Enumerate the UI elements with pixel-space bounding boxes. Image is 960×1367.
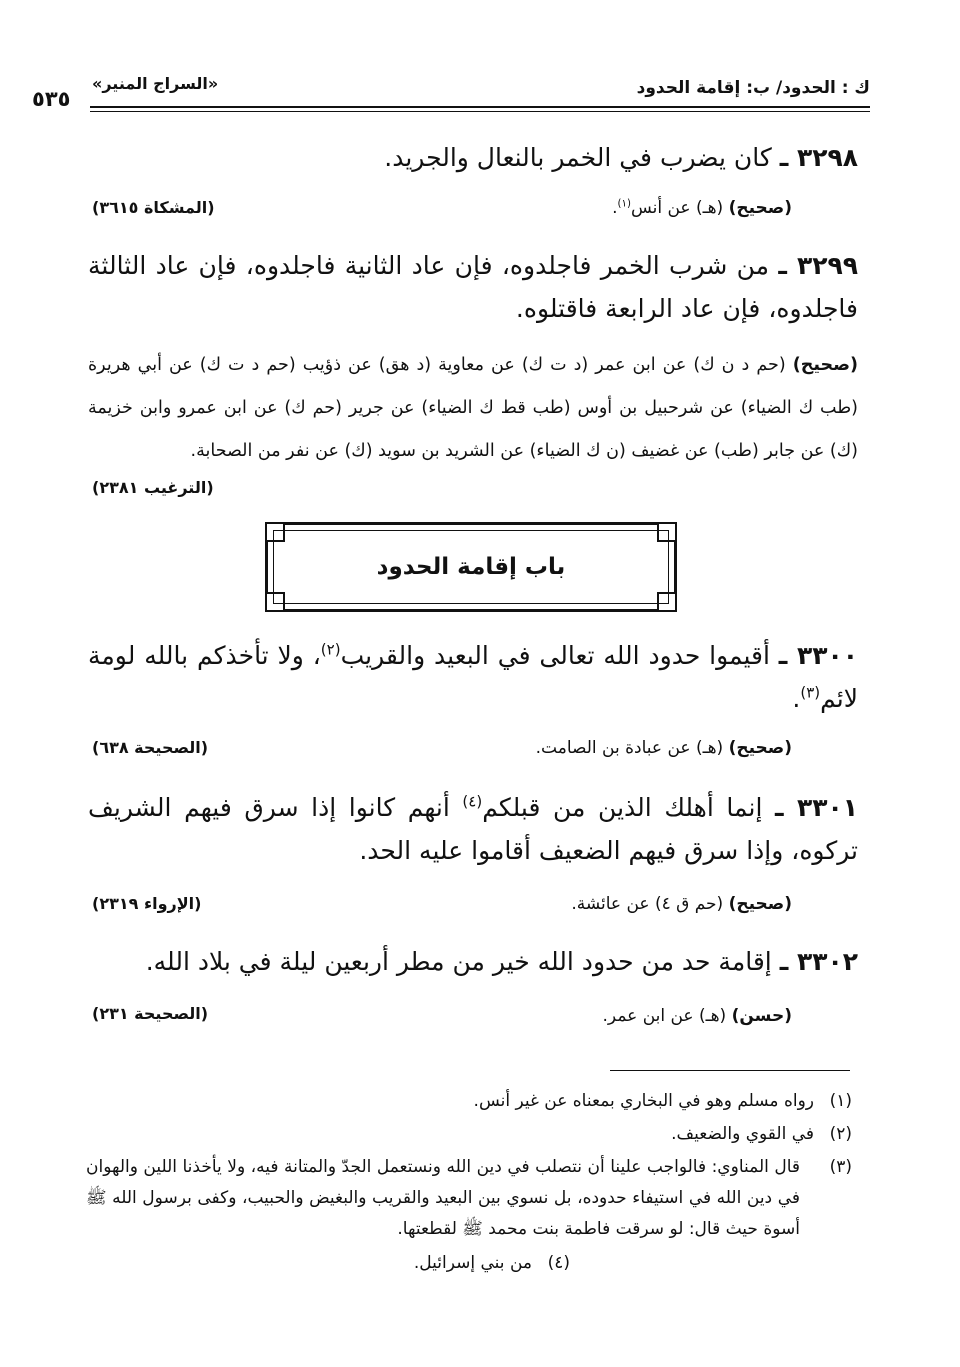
hadith-source: (هـ) عن أنس [630, 198, 724, 218]
hadith-text: أنهم كانوا إذا سرق فيهم الشريف تركوه، وإذا سرق فيهم الضعيف أقاموا عليه الحد. [88, 793, 858, 865]
hadith-number: ٣٢٩٨ ـ [779, 143, 858, 172]
footnote-marker: (٢) [320, 640, 341, 659]
footnote-3-number-wrap [792, 1152, 852, 1183]
hadith-3300-grade-line [536, 738, 792, 758]
hadith-grade: (صحيح) [728, 894, 792, 914]
hadith-3302-grade-line [603, 1006, 792, 1026]
hadith-grade: (صحيح) [792, 355, 858, 375]
footnote-number: (٤) [547, 1253, 570, 1273]
hadith-number: ٣٣٠١ ـ [775, 793, 858, 822]
chapter-heading-inner [273, 530, 669, 604]
hadith-number: ٣٣٠٢ ـ [779, 947, 858, 976]
hadith-text: أقيموا حدود الله تعالى في البعيد والقريب [340, 641, 770, 670]
footnote-marker: (١) [617, 198, 631, 210]
footnote-3: قال المناوي: فالواجب علينا أن نتصلب في دين الله ونستعمل الجدّ والمتانة فيه، ولا يأخذنا اللين والهوان في دين الله في استيفاء حدوده، بل نسوي بين البعيد والقريب والبغيض والحبيب، وكفى برسول الله ﷺ أسوة حيث قال: لو سرقت فاطمة بنت محمد ﷺ لقطعتها. [86, 1157, 800, 1239]
chapter-heading-box [265, 522, 677, 612]
hadith-3301-grade-line [571, 894, 792, 914]
footnote-2 [86, 1119, 852, 1150]
footnote-4 [370, 1248, 570, 1279]
hadith-source: (هـ) عن عبادة بن الصامت. [535, 738, 724, 758]
hadith-3298-grade-line [612, 198, 792, 218]
hadith-3300-reference: (الصحيحة ٦٣٨) [92, 738, 209, 757]
hadith-text: من شرب الخمر فاجلدوه، فإن عاد الثانية فاجلدوه، فإن عاد الثالثة فاجلدوه، فإن عاد الرابعة فاقتلوه. [88, 251, 858, 323]
running-header-chapter: ك : الحدود/ ب: إقامة الحدود [636, 78, 870, 98]
footnote-marker: (٤) [462, 792, 483, 811]
footnote-1 [86, 1086, 852, 1117]
footnote-text: في القوي والضعيف. [671, 1124, 814, 1144]
hadith-text: ، ولا تأخذكم بالله لومة لائم [88, 641, 858, 713]
hadith-3299 [88, 244, 858, 330]
page-number: ٥٣٥ [32, 87, 71, 111]
hadith-number: ٣٢٩٩ ـ [778, 251, 859, 280]
hadith-text: إنما أهلك الذين من قبلكم [482, 793, 763, 822]
footnote-text: رواه مسلم وهو في البخاري بمعناه عن غير أنس. [473, 1091, 814, 1111]
hadith-source: (هـ) عن ابن عمر. [602, 1006, 727, 1026]
hadith-source: (حم ق ٤) عن عائشة. [571, 894, 724, 914]
footnote-number: (٢) [829, 1124, 852, 1144]
running-header-book-title: «السراج المنير» [92, 74, 219, 93]
hadith-grade: (حسن) [731, 1006, 792, 1026]
hadith-3302-reference: (الصحيحة ٢٣١) [92, 1004, 209, 1023]
hadith-grade: (صحيح) [728, 198, 792, 218]
hadith-text: إقامة حد من حدود الله خير من مطر أربعين ليلة في بلاد الله. [145, 947, 772, 976]
hadith-3302 [88, 940, 858, 983]
hadith-source-tail: . [612, 198, 618, 218]
footnote-number: (١) [829, 1091, 852, 1111]
hadith-3298 [88, 136, 858, 179]
footnote-number: (٣) [829, 1157, 852, 1177]
chapter-title: باب إقامة الحدود [376, 554, 566, 580]
footnote-separator [610, 1070, 850, 1071]
header-rule-thin [90, 111, 870, 112]
hadith-grade: (صحيح) [728, 738, 792, 758]
hadith-text: . [792, 684, 801, 713]
footnote-text: من بني إسرائيل. [413, 1253, 532, 1273]
hadith-3298-reference: (المشكاة ٣٦١٥) [92, 198, 215, 217]
hadith-3299-sources [88, 344, 858, 473]
hadith-3301 [88, 786, 858, 872]
hadith-3301-reference: (الإرواء ٢٣١٩) [92, 894, 202, 913]
hadith-3299-reference: (الترغيب ٢٣٨١) [92, 478, 214, 497]
hadith-source: (حم د ن ك) عن ابن عمر (د ت ك) عن معاوية (د هق) عن ذؤيب (حم د ت ك) عن أبي هريرة (طب ك الضياء) عن شرحبيل بن أوس (طب قط ك الضياء) عن جرير (حم ك) عن ابن عمرو وابن خزيمة (ك) عن جابر (طب) عن غضيف (ن ك الضياء) عن الشريد بن سويد (ك) عن نفر من الصحابة. [88, 355, 858, 461]
hadith-number: ٣٣٠٠ ـ [778, 641, 859, 670]
header-rule-thick [90, 106, 870, 108]
hadith-text: كان يضرب في الخمر بالنعال والجريد. [384, 143, 772, 172]
footnote-marker: (٣) [800, 683, 821, 702]
hadith-3300 [88, 634, 858, 720]
